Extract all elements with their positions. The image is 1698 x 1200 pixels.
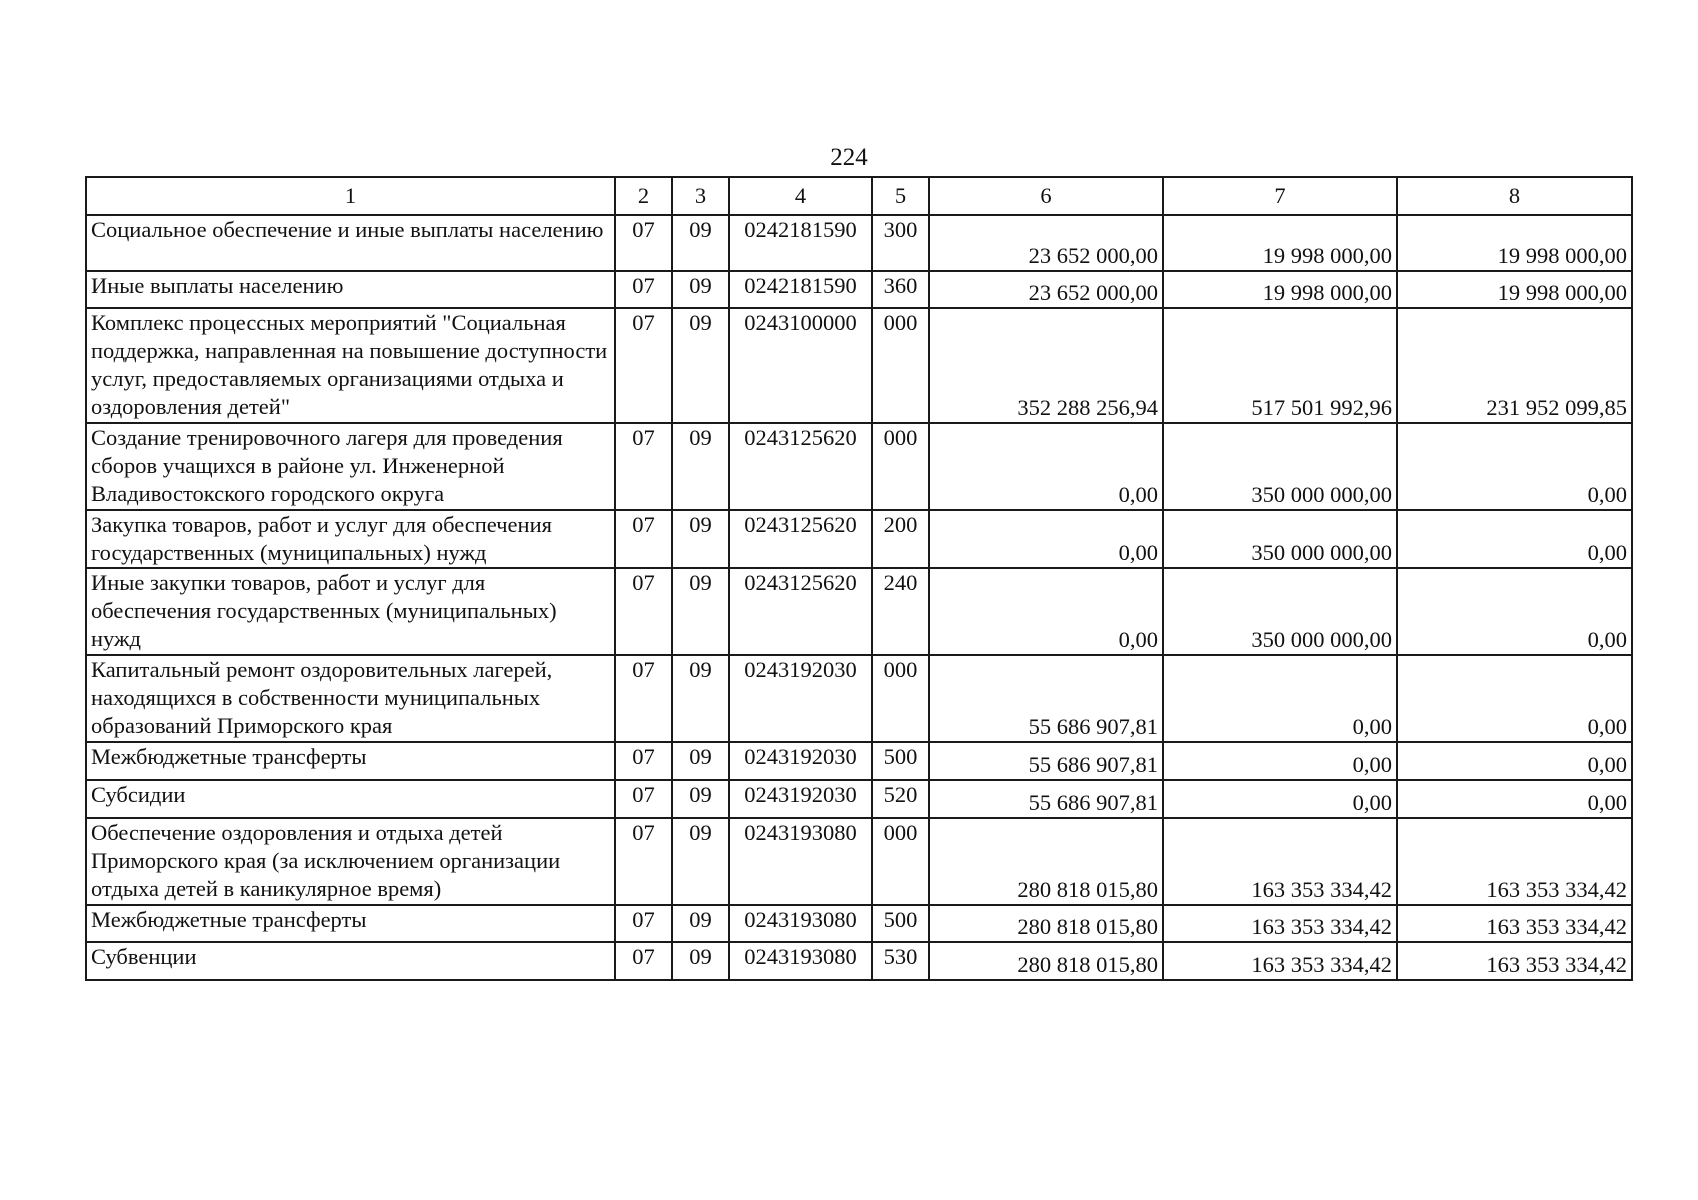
row-amount-6: 352 288 256,94 — [929, 308, 1163, 423]
row-target-code: 0242181590 — [729, 271, 872, 308]
row-target-code: 0243125620 — [729, 423, 872, 510]
row-name: Межбюджетные трансферты — [86, 905, 615, 942]
row-subsection: 09 — [672, 905, 729, 942]
row-section: 07 — [615, 271, 672, 308]
budget-table — [85, 176, 1633, 981]
row-amount-6: 55 686 907,81 — [929, 780, 1163, 818]
row-section: 07 — [615, 742, 672, 780]
header-col-7: 7 — [1163, 177, 1397, 215]
row-amount-8: 0,00 — [1397, 655, 1632, 742]
row-target-code: 0243100000 — [729, 308, 872, 423]
table-row — [86, 568, 1632, 655]
row-amount-8: 0,00 — [1397, 423, 1632, 510]
row-section: 07 — [615, 308, 672, 423]
row-amount-8: 0,00 — [1397, 742, 1632, 780]
row-name: Иные закупки товаров, работ и услуг для обеспечения государственных (муниципальных) нужд — [86, 568, 615, 655]
row-expense-type: 240 — [872, 568, 929, 655]
table-row — [86, 655, 1632, 742]
row-amount-6: 55 686 907,81 — [929, 742, 1163, 780]
header-col-1: 1 — [86, 177, 615, 215]
row-target-code: 0242181590 — [729, 215, 872, 271]
row-amount-8: 163 353 334,42 — [1397, 905, 1632, 942]
table-row — [86, 423, 1632, 510]
row-name: Субсидии — [86, 780, 615, 818]
row-amount-6: 280 818 015,80 — [929, 905, 1163, 942]
row-amount-7: 517 501 992,96 — [1163, 308, 1397, 423]
row-expense-type: 000 — [872, 308, 929, 423]
row-amount-7: 350 000 000,00 — [1163, 423, 1397, 510]
row-expense-type: 500 — [872, 742, 929, 780]
row-subsection: 09 — [672, 780, 729, 818]
row-expense-type: 000 — [872, 423, 929, 510]
row-amount-6: 0,00 — [929, 568, 1163, 655]
row-name: Субвенции — [86, 942, 615, 980]
header-col-2: 2 — [615, 177, 672, 215]
row-expense-type: 530 — [872, 942, 929, 980]
row-name: Комплекс процессных мероприятий "Социальная поддержка, направленная на повышение доступности услуг, предоставляемых организациями отдыха и оздоровления детей" — [86, 308, 615, 423]
row-amount-7: 19 998 000,00 — [1163, 271, 1397, 308]
header-row — [86, 177, 1632, 215]
row-section: 07 — [615, 905, 672, 942]
row-amount-7: 0,00 — [1163, 742, 1397, 780]
row-expense-type: 360 — [872, 271, 929, 308]
row-amount-8: 0,00 — [1397, 568, 1632, 655]
row-target-code: 0243192030 — [729, 780, 872, 818]
row-amount-6: 23 652 000,00 — [929, 271, 1163, 308]
row-amount-7: 350 000 000,00 — [1163, 568, 1397, 655]
row-amount-6: 0,00 — [929, 510, 1163, 568]
row-name: Закупка товаров, работ и услуг для обеспечения государственных (муниципальных) нужд — [86, 510, 615, 568]
row-target-code: 0243192030 — [729, 742, 872, 780]
row-amount-6: 55 686 907,81 — [929, 655, 1163, 742]
row-subsection: 09 — [672, 742, 729, 780]
row-subsection: 09 — [672, 308, 729, 423]
row-target-code: 0243193080 — [729, 905, 872, 942]
row-section: 07 — [615, 215, 672, 271]
row-expense-type: 000 — [872, 655, 929, 742]
row-section: 07 — [615, 423, 672, 510]
row-target-code: 0243193080 — [729, 818, 872, 905]
row-amount-8: 19 998 000,00 — [1397, 215, 1632, 271]
row-name: Обеспечение оздоровления и отдыха детей Приморского края (за исключением организации отдыха детей в каникулярное время) — [86, 818, 615, 905]
row-amount-6: 0,00 — [929, 423, 1163, 510]
row-amount-8: 163 353 334,42 — [1397, 818, 1632, 905]
row-amount-8: 0,00 — [1397, 780, 1632, 818]
header-col-3: 3 — [672, 177, 729, 215]
table-row — [86, 215, 1632, 271]
row-section: 07 — [615, 780, 672, 818]
row-name: Социальное обеспечение и иные выплаты населению — [86, 215, 615, 271]
row-section: 07 — [615, 655, 672, 742]
row-subsection: 09 — [672, 215, 729, 271]
row-amount-7: 0,00 — [1163, 780, 1397, 818]
row-subsection: 09 — [672, 271, 729, 308]
row-expense-type: 300 — [872, 215, 929, 271]
table-row — [86, 510, 1632, 568]
row-target-code: 0243192030 — [729, 655, 872, 742]
row-name: Иные выплаты населению — [86, 271, 615, 308]
table-row — [86, 271, 1632, 308]
row-expense-type: 500 — [872, 905, 929, 942]
table-row — [86, 818, 1632, 905]
row-subsection: 09 — [672, 818, 729, 905]
header-col-4: 4 — [729, 177, 872, 215]
row-subsection: 09 — [672, 568, 729, 655]
row-target-code: 0243193080 — [729, 942, 872, 980]
row-section: 07 — [615, 510, 672, 568]
row-amount-8: 0,00 — [1397, 510, 1632, 568]
header-col-8: 8 — [1397, 177, 1632, 215]
row-section: 07 — [615, 818, 672, 905]
row-section: 07 — [615, 568, 672, 655]
row-amount-6: 23 652 000,00 — [929, 215, 1163, 271]
row-subsection: 09 — [672, 510, 729, 568]
row-amount-7: 0,00 — [1163, 655, 1397, 742]
table-row — [86, 905, 1632, 942]
row-amount-8: 231 952 099,85 — [1397, 308, 1632, 423]
row-expense-type: 000 — [872, 818, 929, 905]
page-number: 224 — [830, 144, 868, 171]
row-name: Межбюджетные трансферты — [86, 742, 615, 780]
table-row — [86, 780, 1632, 818]
header-col-6: 6 — [929, 177, 1163, 215]
row-amount-7: 163 353 334,42 — [1163, 942, 1397, 980]
header-col-5: 5 — [872, 177, 929, 215]
table-row — [86, 742, 1632, 780]
row-name: Создание тренировочного лагеря для проведения сборов учащихся в районе ул. Инженерной Владивостокского городского округа — [86, 423, 615, 510]
row-section: 07 — [615, 942, 672, 980]
table-row — [86, 942, 1632, 980]
row-amount-7: 163 353 334,42 — [1163, 905, 1397, 942]
row-amount-6: 280 818 015,80 — [929, 818, 1163, 905]
row-expense-type: 200 — [872, 510, 929, 568]
row-amount-7: 19 998 000,00 — [1163, 215, 1397, 271]
row-expense-type: 520 — [872, 780, 929, 818]
row-amount-6: 280 818 015,80 — [929, 942, 1163, 980]
row-subsection: 09 — [672, 423, 729, 510]
row-amount-7: 350 000 000,00 — [1163, 510, 1397, 568]
row-target-code: 0243125620 — [729, 510, 872, 568]
row-name: Капитальный ремонт оздоровительных лагерей, находящихся в собственности муниципальных образований Приморского края — [86, 655, 615, 742]
row-amount-7: 163 353 334,42 — [1163, 818, 1397, 905]
row-subsection: 09 — [672, 655, 729, 742]
row-subsection: 09 — [672, 942, 729, 980]
row-target-code: 0243125620 — [729, 568, 872, 655]
row-amount-8: 19 998 000,00 — [1397, 271, 1632, 308]
table-row — [86, 308, 1632, 423]
row-amount-8: 163 353 334,42 — [1397, 942, 1632, 980]
